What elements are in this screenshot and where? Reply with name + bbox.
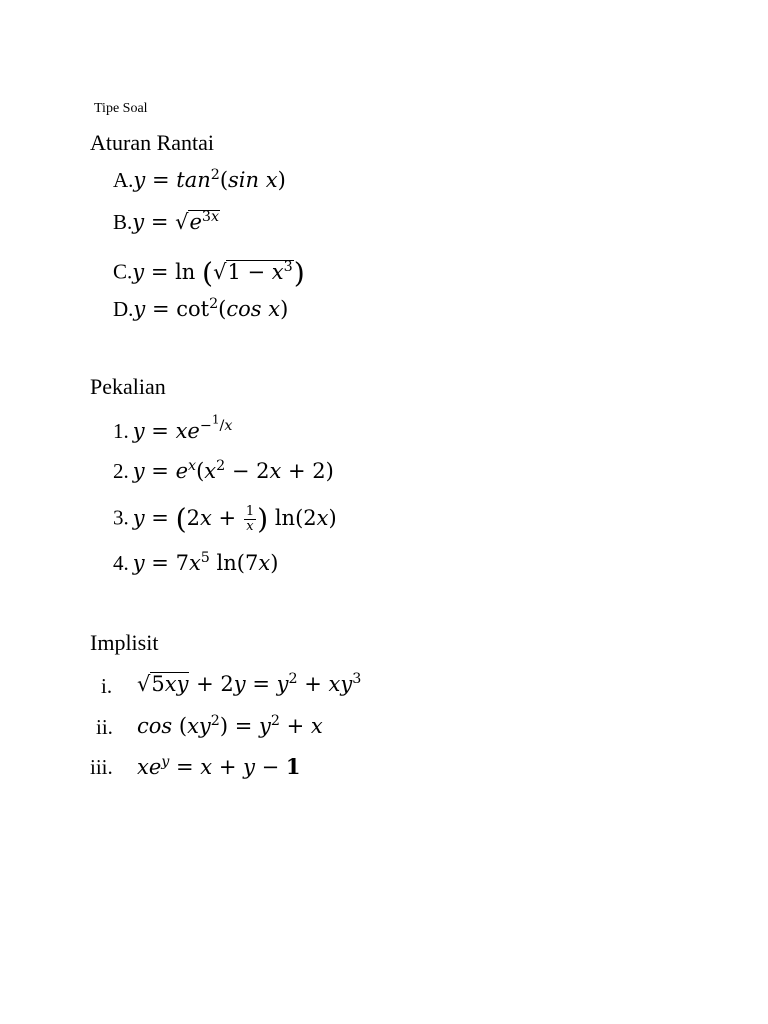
item-label: 1. <box>113 419 129 443</box>
section-title-aturan-rantai: Aturan Rantai <box>90 130 215 155</box>
product-rule-item-1 <box>113 412 233 444</box>
implicit-item-i-expression: $√5xy + 2y = y^2 + xy^3$ <box>137 671 362 696</box>
item-expression: $y = 7x^5$ ln(7x) <box>132 550 279 575</box>
product-rule-item-4 <box>113 551 278 576</box>
item-label: 2. <box>113 459 129 483</box>
chain-rule-item-b <box>113 210 220 235</box>
item-expression: $y = \tan^2(\sin$ x) <box>133 167 286 192</box>
section-title-implisit: Implisit <box>90 630 159 655</box>
item-label: 3. <box>113 505 129 530</box>
section-title-pekalian: Pekalian <box>90 374 166 399</box>
implicit-item-iii-expression: $xe^y = x + y - 1$ <box>137 754 301 779</box>
product-rule-item-3 <box>113 502 337 535</box>
implicit-item-ii-expression: $\cos (xy^2) = y^2 + x$ <box>137 713 323 738</box>
product-rule-item-2 <box>113 459 334 484</box>
item-label: D. <box>113 297 134 321</box>
item-label: A. <box>113 168 134 192</box>
item-label: B. <box>113 210 133 234</box>
question-type-label: Tipe Soal <box>94 101 148 116</box>
implicit-item-ii-label: ii. <box>96 715 113 739</box>
item-expression: $y = xe^{-^1/x}$ <box>132 412 233 443</box>
implicit-item-i-label: i. <box>101 674 113 698</box>
item-expression: $y = √e^{3x}$ <box>132 209 220 234</box>
item-expression: y = (2x + $\frac{1}{x}$ ) ln(2x) <box>132 502 337 535</box>
item-expression: $y = \ln (√1 - x^3)$ <box>132 256 305 289</box>
chain-rule-item-a <box>113 168 286 193</box>
implicit-item-iii-label: iii. <box>90 755 113 779</box>
item-expression: $y = \cot^2(\cos$ x) <box>133 296 289 321</box>
chain-rule-item-d <box>113 297 288 322</box>
item-label: 4. <box>113 551 129 575</box>
item-label: C. <box>113 259 133 284</box>
chain-rule-item-c <box>113 256 305 289</box>
item-expression: $y = e^x(x^2 - 2x + 2)$ <box>132 458 334 483</box>
